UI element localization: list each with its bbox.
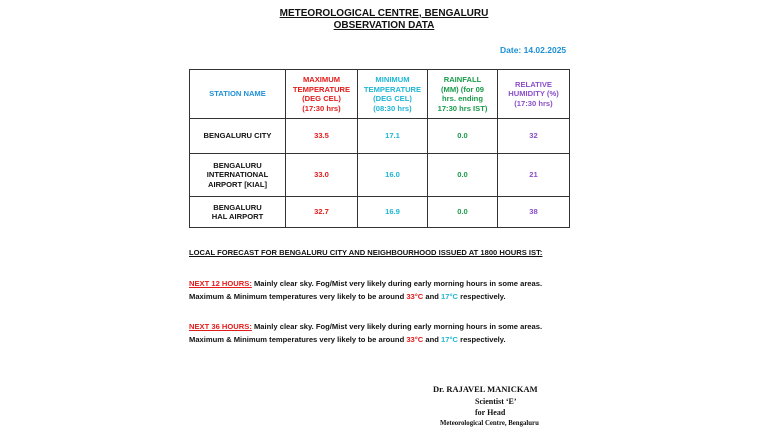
humidity-cell: 32 — [498, 119, 570, 154]
header-max-line: (DEG CEL) — [302, 94, 341, 103]
forecast-and: and — [423, 292, 442, 301]
header-min-line: MINIMUM — [375, 75, 410, 84]
signatory-for-head: for Head — [475, 408, 506, 417]
header-rainfall — [428, 70, 498, 119]
station-name-cell — [190, 154, 286, 197]
forecast-line: Maximum & Minimum temperatures very likely to be around — [189, 335, 407, 344]
forecast-max-temp: 33°C — [406, 292, 424, 301]
header-station-name: STATION NAME — [190, 70, 286, 119]
signatory-designation: Scientist ‘E’ — [475, 397, 517, 406]
table-row — [190, 197, 570, 228]
centre-title: METEOROLOGICAL CENTRE, BENGALURU — [279, 8, 489, 19]
forecast-line: Mainly clear sky. Fog/Mist very likely during early morning hours in some areas. — [251, 322, 543, 331]
max-temp-cell: 33.0 — [286, 154, 358, 197]
forecast-title: LOCAL FORECAST FOR BENGALURU CITY AND NEIGHBOURHOOD ISSUED AT 1800 HOURS IST: — [189, 248, 543, 257]
header-min-line: TEMPERATURE — [363, 84, 422, 94]
station-name-line: HAL AIRPORT — [211, 212, 264, 221]
forecast-next-12-hours — [189, 277, 609, 303]
rainfall-cell: 0.0 — [428, 154, 498, 197]
table-header-row — [190, 70, 570, 119]
station-name-line: INTERNATIONAL — [206, 170, 269, 180]
station-name-line: BENGALURU CITY — [203, 131, 272, 141]
station-name-line: AIRPORT [KIAL] — [207, 179, 268, 189]
forecast-next-36-hours — [189, 320, 609, 346]
table-row — [190, 119, 570, 154]
header-hum-line: RELATIVE — [515, 79, 552, 89]
table-row — [190, 154, 570, 197]
min-temp-cell: 16.9 — [358, 197, 428, 228]
observation-table — [189, 69, 570, 228]
header-relative-humidity — [498, 70, 570, 119]
header-rain-line: hrs. ending — [442, 94, 483, 103]
signatory-name: Dr. RAJAVEL MANICKAM — [433, 384, 538, 394]
forecast-label: NEXT 12 HOURS: — [189, 279, 252, 288]
station-name-line: BENGALURU — [213, 202, 262, 212]
header-max-temperature — [286, 70, 358, 119]
report-date: Date: 14.02.2025 — [500, 45, 567, 55]
document-title: OBSERVATION DATA — [333, 20, 435, 31]
max-temp-cell: 33.5 — [286, 119, 358, 154]
humidity-cell: 21 — [498, 154, 570, 197]
header-rain-line: 17:30 hrs IST) — [437, 103, 488, 113]
header-hum-line: HUMIDITY (%) — [508, 89, 559, 99]
forecast-line-end: respectively. — [458, 292, 506, 301]
station-name-cell — [190, 119, 286, 154]
header-min-temperature — [358, 70, 428, 119]
forecast-and: and — [423, 335, 442, 344]
header-max-line: TEMPERATURE — [292, 84, 351, 94]
forecast-line: Mainly clear sky. Fog/Mist very likely during early morning hours in some areas. — [251, 279, 543, 288]
forecast-label: NEXT 36 HOURS: — [189, 322, 252, 331]
header-max-line: (17:30 hrs) — [302, 103, 341, 113]
header-min-line: (08:30 hrs) — [373, 103, 412, 113]
station-name-line: BENGALURU — [213, 160, 262, 170]
header-rain-line: (MM) (for 09 — [440, 84, 485, 94]
humidity-cell: 38 — [498, 197, 570, 228]
forecast-min-temp: 17°C — [441, 292, 458, 301]
signatory-office: Meteorological Centre, Bengaluru — [440, 420, 539, 427]
header-hum-line: (17:30 hrs) — [514, 98, 553, 108]
forecast-line: Maximum & Minimum temperatures very likely to be around — [189, 292, 407, 301]
forecast-line-end: respectively. — [458, 335, 506, 344]
forecast-min-temp: 17°C — [441, 335, 458, 344]
min-temp-cell: 16.0 — [358, 154, 428, 197]
station-name-cell — [190, 197, 286, 228]
header-max-line: MAXIMUM — [302, 75, 341, 84]
max-temp-cell: 32.7 — [286, 197, 358, 228]
header-rain-line: RAINFALL — [443, 75, 482, 84]
forecast-max-temp: 33°C — [406, 335, 424, 344]
rainfall-cell: 0.0 — [428, 119, 498, 154]
header-min-line: (DEG CEL) — [373, 94, 412, 103]
rainfall-cell: 0.0 — [428, 197, 498, 228]
min-temp-cell: 17.1 — [358, 119, 428, 154]
